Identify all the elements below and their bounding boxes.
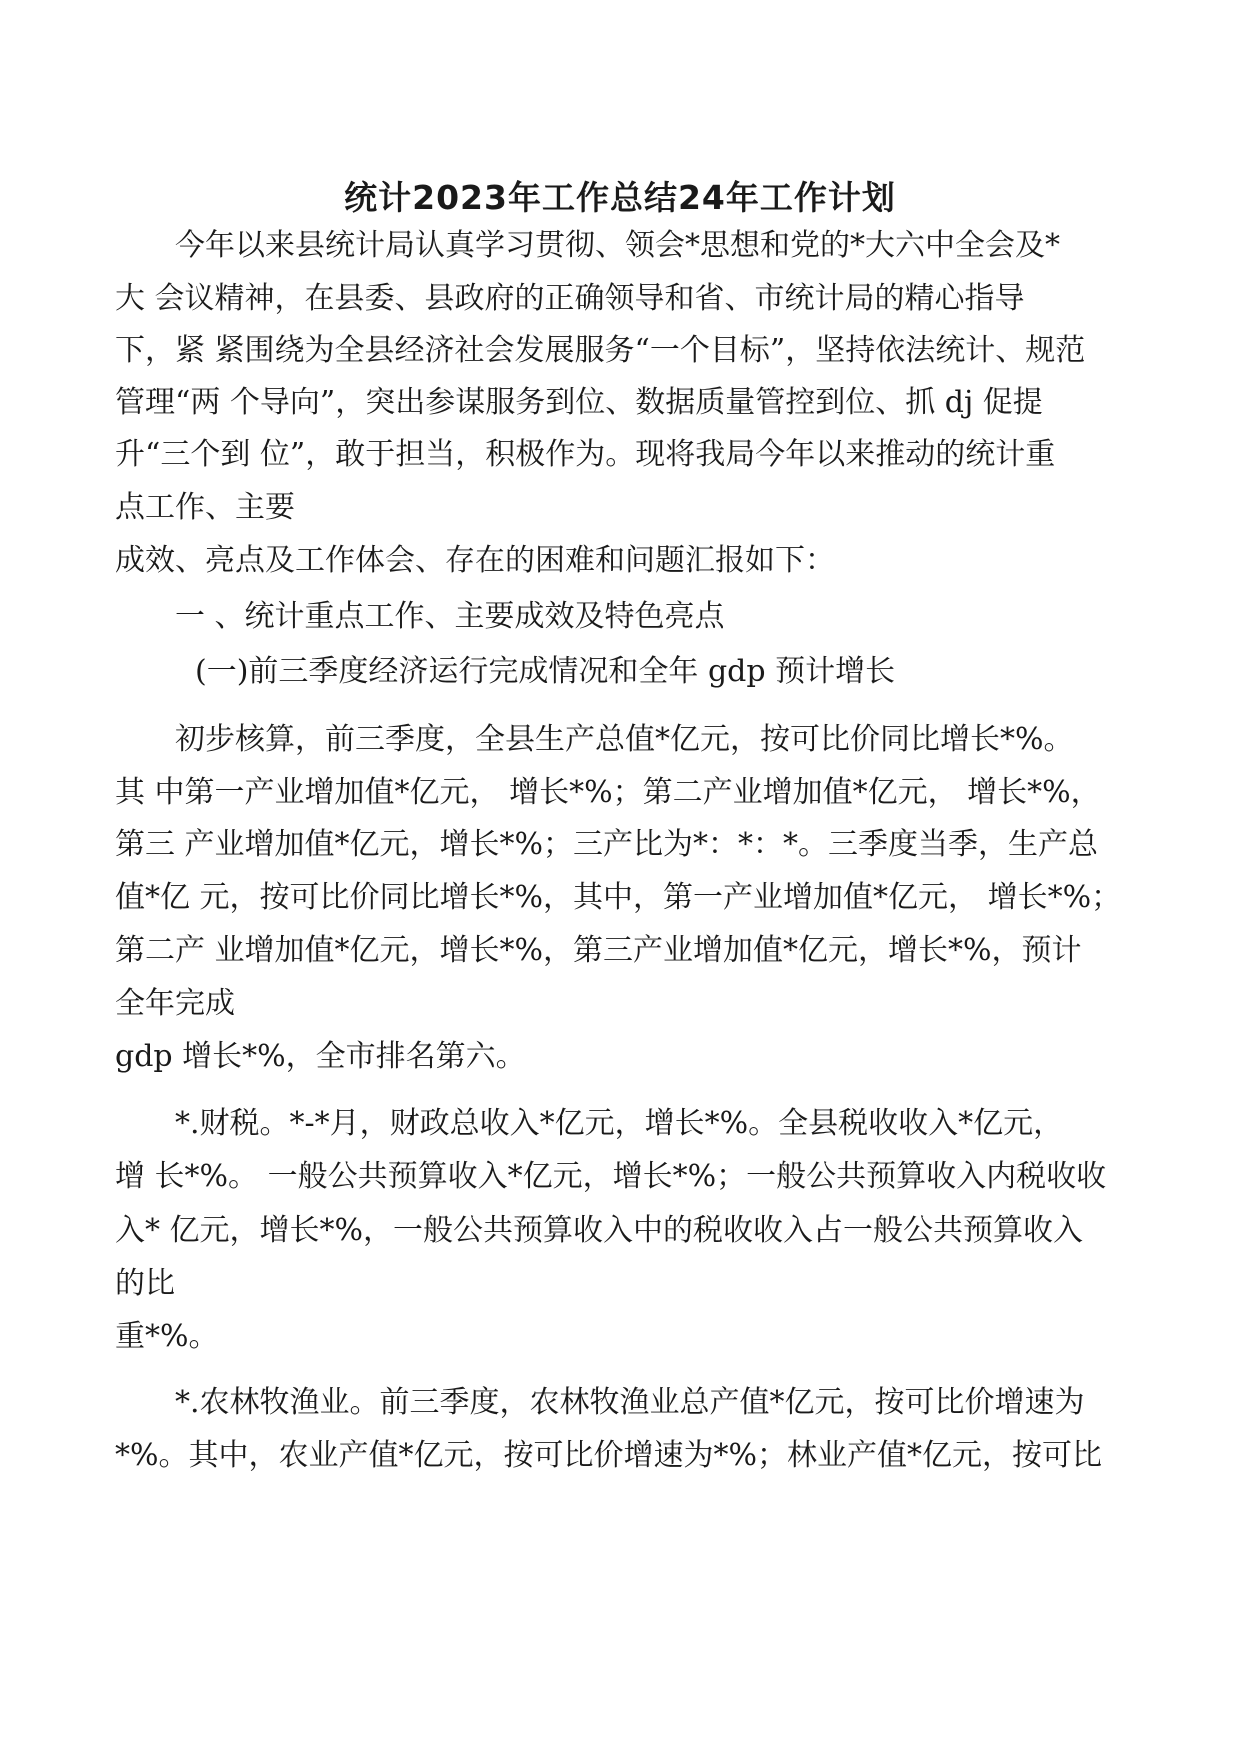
paragraph-line: 今年以来县统计局认真学习贯彻、领会*思想和党的*大六中全会及* <box>175 228 1060 263</box>
paragraph-line: *.财税。*-*月，财政总收入*亿元，增长*%。全县税收收入*亿元， <box>175 1106 1064 1141</box>
paragraph-line: 全年完成 <box>115 986 235 1021</box>
paragraph-line: 升“三个到 位”，敢于担当，积极作为。现将我局今年以来推动的统计重 <box>115 437 1056 472</box>
paragraph-line: *.农林牧渔业。前三季度，农林牧渔业总产值*亿元，按可比价增速为 <box>175 1385 1085 1420</box>
paragraph-line: 下，紧 紧围绕为全县经济社会发展服务“一个目标”，坚持依法统计、规范 <box>115 333 1086 368</box>
subsection-heading: (一)前三季度经济运行完成情况和全年 gdp 预计增长 <box>195 654 896 689</box>
paragraph-line: 第二产 业增加值*亿元，增长*%，第三产业增加值*亿元，增长*%，预计 <box>115 933 1082 968</box>
paragraph-line: 其 中第一产业增加值*亿元， 增长*%；第二产业增加值*亿元， 增长*%， <box>115 775 1101 810</box>
paragraph-line: 重*%。 <box>115 1319 219 1354</box>
paragraph-line: 的比 <box>115 1266 175 1301</box>
paragraph-line: gdp 增长*%，全市排名第六。 <box>115 1039 526 1074</box>
paragraph-line: 增 长*%。 一般公共预算收入*亿元，增长*%；一般公共预算收入内税收收 <box>115 1159 1107 1194</box>
paragraph-line: 大 会议精神，在县委、县政府的正确领导和省、市统计局的精心指导 <box>115 281 1025 316</box>
paragraph-line: 成效、亮点及工作体会、存在的困难和问题汇报如下： <box>115 543 835 578</box>
paragraph-line: 初步核算，前三季度，全县生产总值*亿元，按可比价同比增长*%。 <box>175 722 1074 757</box>
section-heading: 一 、统计重点工作、主要成效及特色亮点 <box>175 599 725 634</box>
paragraph-line: 入* 亿元，增长*%，一般公共预算收入中的税收收入占一般公共预算收入 <box>115 1213 1084 1248</box>
paragraph-line: 值*亿 元，按可比价同比增长*%，其中，第一产业增加值*亿元， 增长*%； <box>115 880 1122 915</box>
document-title: 统计2023年工作总结24年工作计划 <box>344 178 896 217</box>
paragraph-line: 点工作、主要 <box>115 490 295 525</box>
paragraph-line: *%。其中，农业产值*亿元，按可比价增速为*%；林业产值*亿元，按可比 <box>115 1438 1103 1473</box>
paragraph-line: 第三 产业增加值*亿元，增长*%；三产比为*：*：*。三季度当季，生产总 <box>115 827 1099 862</box>
paragraph-line: 管理“两 个导向”，突出参谋服务到位、数据质量管控到位、抓 dj 促提 <box>115 385 1043 420</box>
